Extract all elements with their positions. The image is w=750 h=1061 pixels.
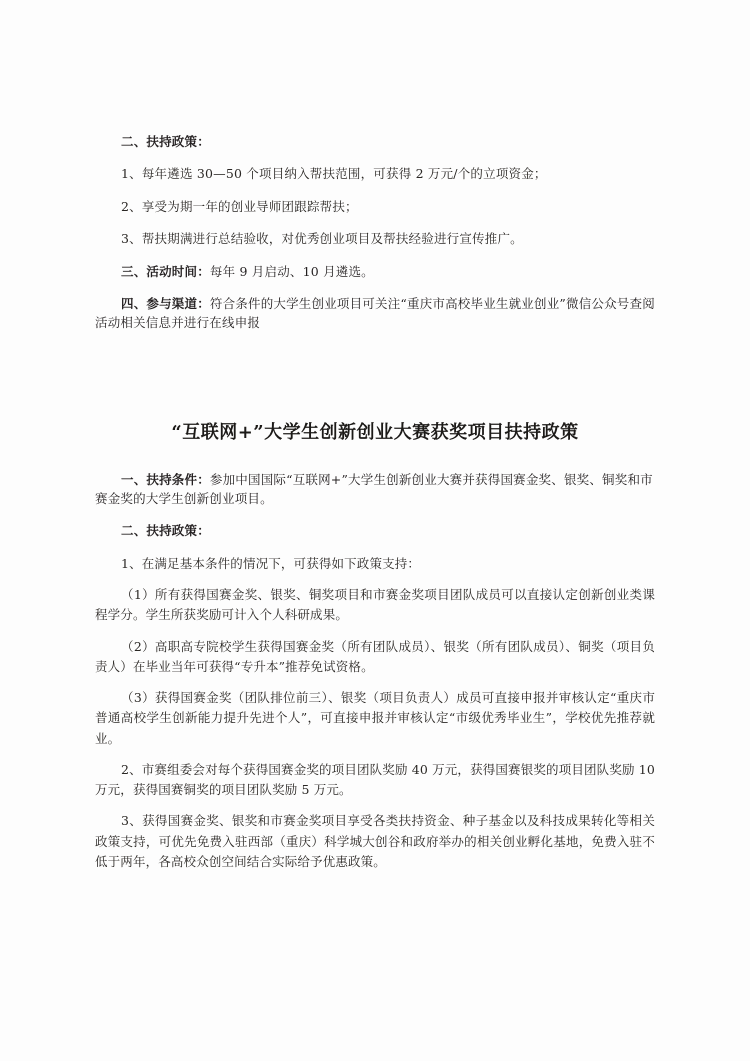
section-support-policy bbox=[95, 132, 655, 249]
section-participation-channel bbox=[95, 294, 655, 333]
conditions-text: 参加中国国际“互联网+”大学生创新创业大赛并获得国赛金奖、银奖、铜奖和市赛金奖的大学生创新创业项目。 bbox=[95, 471, 653, 506]
support-policy-heading-label: 二、扶持政策： bbox=[121, 134, 210, 149]
policy-paragraph-1-1: （1）所有获得国赛金奖、银奖、铜奖项目和市赛金奖项目团队成员可以直接认定创新创业类课程学分。学生所获奖励可计入个人科研成果。 bbox=[95, 587, 655, 623]
channel-text: 符合条件的大学生创业项目可关注“重庆市高校毕业生就业创业”微信公众号查阅活动相关信息并进行在线申报 bbox=[95, 295, 655, 331]
support-policy-item-3: 3、帮扶期满进行总结验收，对优秀创业项目及帮扶经验进行宣传推广。 bbox=[121, 231, 523, 247]
channel-heading-label: 四、参与渠道： bbox=[121, 295, 210, 311]
section-conditions bbox=[95, 470, 655, 509]
support-policy-heading bbox=[95, 132, 655, 151]
policy-paragraph-1-3: （3）获得国赛金奖（团队排位前三）、银奖（项目负责人）成员可直接申报并审核认定“重庆市普通高校学生创新能力提升先进个人”，可直接申报并审核认定“市级优秀毕业生”，学校优先推荐就业。 bbox=[95, 690, 655, 746]
section-spacer bbox=[95, 346, 655, 418]
conditions-heading-label: 一、扶持条件： bbox=[121, 471, 210, 487]
activity-time-heading bbox=[95, 262, 655, 281]
main-policy-heading-label: 二、扶持政策： bbox=[121, 523, 210, 539]
channel-heading bbox=[95, 294, 655, 333]
section-activity-time bbox=[95, 262, 655, 281]
activity-time-heading-label: 三、活动时间： bbox=[121, 263, 210, 279]
conditions-heading bbox=[95, 470, 655, 509]
section-main-policy bbox=[95, 521, 655, 872]
policy-paragraph-1-2: （2）高职高专院校学生获得国赛金奖（所有团队成员）、银奖（所有团队成员）、铜奖（项目负责人）在毕业当年可获得“专升本”推荐免试资格。 bbox=[95, 638, 655, 674]
page-title: “互联网+”大学生创新创业大赛获奖项目扶持政策 bbox=[171, 421, 579, 443]
policy-paragraph-2: 2、市赛组委会对每个获得国赛金奖的项目团队奖励 40 万元，获得国赛银奖的项目团队奖励 10 万元，获得国赛铜奖的项目团队奖励 5 万元。 bbox=[95, 761, 655, 797]
support-policy-item-1: 1、每年遴选 30—50 个项目纳入帮扶范围，可获得 2 万元/个的立项资金； bbox=[121, 166, 547, 182]
main-policy-heading bbox=[95, 521, 655, 540]
policy-paragraph-1: 1、在满足基本条件的情况下，可获得如下政策支持： bbox=[121, 555, 421, 571]
activity-time-text: 每年 9 月启动、10 月遴选。 bbox=[209, 263, 374, 279]
policy-paragraph-3: 3、获得国赛金奖、银奖和市赛金奖项目享受各类扶持资金、种子基金以及科技成果转化等相关政策支持，可优先免费入驻西部（重庆）科学城大创谷和政府举办的相关创业孵化基地，免费入驻不低于两年，各高校众创空间结合实际给予优惠政策。 bbox=[95, 813, 655, 869]
document-content bbox=[95, 132, 655, 883]
support-policy-item-2: 2、享受为期一年的创业导师团跟踪帮扶； bbox=[121, 198, 358, 214]
